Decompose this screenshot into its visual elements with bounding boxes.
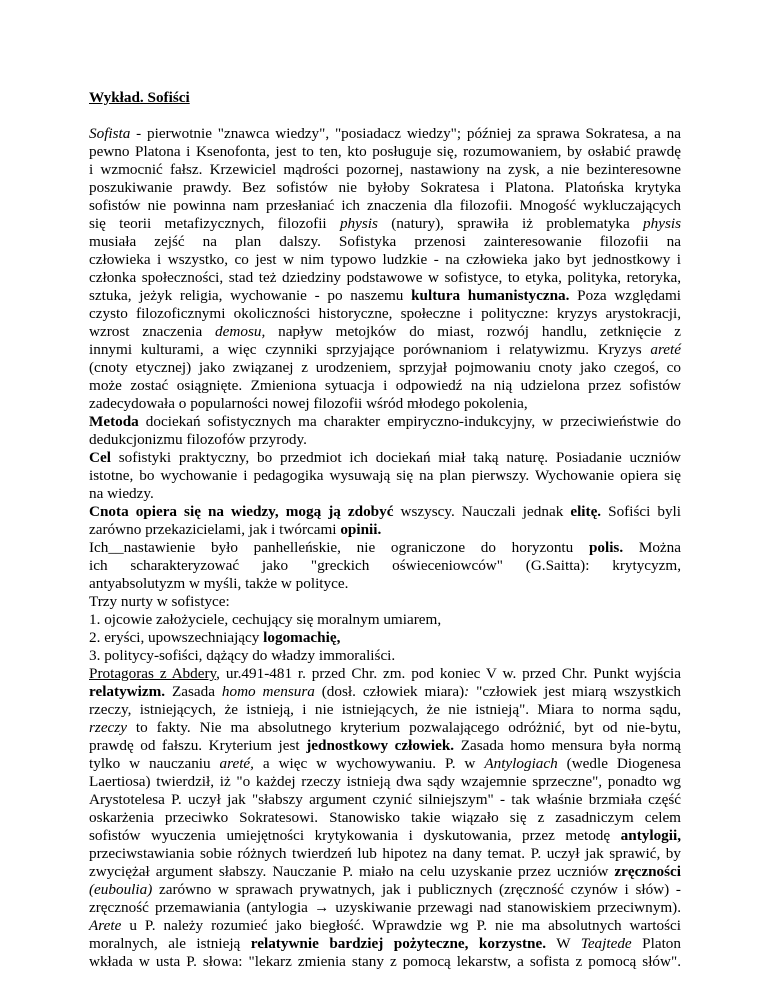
text-line (89, 935, 681, 953)
text-line (89, 233, 681, 251)
text-run: 3. politycy-sofiści, dążący do władzy immoraliści. (89, 647, 396, 664)
text-line (89, 251, 681, 269)
text-run: sofistyki praktyczny, bo przedmiot ich dociekań miał taką naturę. Posiadanie uczniów (110, 449, 681, 466)
text-line (89, 719, 681, 737)
text-line (89, 557, 681, 575)
text-run: się teorii metafizycznych, filozofii (89, 215, 340, 232)
text-run: czysto filozoficznymi okoliczności historyczne, społeczne i polityczne: kryzys arystokracji, (89, 305, 681, 322)
text-run: musiała zejść na plan dalszy. Sofistyka przenosi zainteresowanie filozofii na (89, 233, 681, 250)
text-line (89, 737, 681, 755)
text-run: antyabsolutyzm w myśli, także w polityce. (89, 575, 349, 592)
text-run: pewno Platona i Ksenofonta, jest to ten, kto posługuje się, rozumowaniem, by osłabić prawdę (89, 143, 681, 160)
text-run: oskarżenia przeciwko Sokratesowi. Stanowisko takie wiązało się z zasadniczym celem (89, 809, 681, 826)
text-run: kultura humanistyczna. (411, 287, 570, 304)
text-run: moralnych, ale istnieją (89, 935, 251, 952)
text-run: Trzy nurty w sofistyce: (89, 593, 230, 610)
text-run: wszyscy. Nauczali jednak (393, 503, 571, 520)
text-run: antylogii, (620, 827, 681, 844)
text-line (89, 305, 681, 323)
text-line (89, 485, 681, 503)
text-run: zręczność przemawiania (antylogia → uzyskiwanie przewagi nad stanowiskiem przeciwnym). (89, 899, 681, 916)
text-line (89, 395, 681, 413)
text-line (89, 377, 681, 395)
text-run: 1. ojcowie założyciele, cechujący się moralnym umiarem, (89, 611, 442, 628)
text-run: i wzmocnić fałsz. Krzewiciel mądrości pozornej, nastawiony na zysk, a nie bezinteresowne (89, 161, 681, 178)
text-run: zwyciężał argument słabszy. Nauczanie P. miało na celu uzyskanie przez uczniów (89, 863, 615, 880)
text-line (89, 953, 681, 971)
text-run: physis (339, 215, 378, 232)
text-run: (natury), sprawiła iż problematyka (377, 215, 644, 232)
text-run: Antylogiach (484, 755, 558, 772)
text-run: Metoda (89, 413, 139, 430)
text-run: (euboulia) (89, 881, 153, 898)
text-run: W (546, 935, 581, 952)
text-run: sztuka, jeżyk religia, wychowanie - po naszemu (89, 287, 412, 304)
text-line (89, 755, 681, 773)
text-run: (wedle Diogenesa (557, 755, 681, 772)
text-line (89, 611, 681, 629)
text-line (89, 215, 681, 233)
text-run: Cnota opiera się na wiedzy, mogą ją zdobyć (89, 503, 394, 520)
text-run: (cnoty etycznej) jako związanej z urodzeniem, sprzyjał pojmowaniu cnoty jako czegoś, co (89, 359, 681, 376)
text-line (89, 701, 681, 719)
text-run: Ich__nastawienie było panhelleńskie, nie ograniczone do horyzontu (89, 539, 589, 556)
text-run: Arystotelesa P. uczył jak "słabszy argument czynić silniejszym" - tak właśnie brzmiała część (89, 791, 681, 808)
text-run: przeciwstawiania sobie różnych twierdzeń lub hipotez na dany temat. P. uczył jak sprawić, by (89, 845, 681, 862)
text-run: Sofiści byli (601, 503, 681, 520)
text-line (89, 575, 681, 593)
text-run: jednostkowy człowiek. (306, 737, 455, 754)
text-line (89, 341, 681, 359)
text-run: tylko w nauczaniu (89, 755, 220, 772)
text-line (89, 683, 681, 701)
text-line (89, 179, 681, 197)
text-line (89, 917, 681, 935)
text-run: prawdę od fałszu. Kryterium jest (89, 737, 307, 754)
text-line (89, 521, 681, 539)
text-run: u P. należy rozumieć jako biegłość. Wprawdzie wg P. nie ma absolutnych wartości (121, 917, 681, 934)
text-line (89, 773, 681, 791)
text-line (89, 431, 681, 449)
text-run: to fakty. Nie ma absolutnego kryterium pozwalającego odróżnić, byt od nie-bytu, (126, 719, 681, 736)
text-run: Arete (89, 917, 122, 934)
text-run: zręczności (614, 863, 681, 880)
text-run: Można (623, 539, 681, 556)
text-run: zadecydowała o popularności nowej filozofii wśród młodego pokolenia, (89, 395, 528, 412)
text-run: wkłada w usta P. słowa: "lekarz zmienia stany z pomocą lekarstw, a sofista z pomocą słów". (89, 953, 681, 970)
document-title: Wykład. Sofiści (89, 89, 190, 106)
text-line (89, 449, 681, 467)
text-line (89, 845, 681, 863)
text-run: areté (650, 341, 681, 358)
text-line (89, 809, 681, 827)
text-run: rzeczy (89, 719, 127, 736)
text-line (89, 863, 681, 881)
text-run: Cel (89, 449, 111, 466)
text-run: (dosł. człowiek miara) (314, 683, 465, 700)
text-run: , ur.491-481 r. przed Chr. zm. pod koniec V w. przed Chr. Punkt wyjścia (216, 665, 681, 682)
text-run: ich scharakteryzować jako "greckich oświeceniowców" (G.Saitta): krytycyzm, (89, 557, 681, 574)
text-run: sofistów wyuczenia umiejętności krytykowania i dyskutowania, przez metodę (89, 827, 621, 844)
text-line (89, 143, 681, 161)
text-run: rzeczy, istniejących, że istnieją, i nie istniejących, że nie istnieją". Miara to norma sądu, (89, 701, 681, 718)
text-run: physis (643, 215, 681, 232)
text-run: 2. eryści, upowszechniający (89, 629, 264, 646)
text-run: napływ metojków do miast, rozwój handlu, zetknięcie z (265, 323, 681, 340)
text-line (89, 287, 681, 305)
text-run: logomachię, (263, 629, 341, 646)
text-line (89, 125, 681, 143)
text-run: na wiedzy. (89, 485, 154, 502)
text-run: istotne, bo wychowanie i pedagogika wysuwają się na plan pierwszy. Wychowanie opiera się (89, 467, 681, 484)
text-run: Laertiosa) twierdził, iż "o każdej rzeczy istnieją dwa sądy wzajemnie sprzeczne", ponadto wg (89, 773, 681, 790)
text-line (89, 539, 681, 557)
text-line (89, 269, 681, 287)
text-run: opinii. (340, 521, 382, 538)
text-run: relatywnie bardziej pożyteczne, korzystne. (250, 935, 546, 952)
text-run: a więc w wychowywaniu. P. w (253, 755, 485, 772)
text-run: poszukiwanie prawdy. Bez sofistów nie byłoby Sokratesa i Platona. Platońska krytyka (89, 179, 681, 196)
text-run: zarówno w sprawach prywatnych, jak i publicznych (zręczność czynów i słów) - (152, 881, 681, 898)
text-line (89, 161, 681, 179)
text-run: członka społeczności, stad też dziedziny podstawowe w sofistyce, to etyka, polityka, retoryka, (89, 269, 681, 286)
text-run: - pierwotnie "znawca wiedzy", "posiadacz wiedzy"; później za sprawa Sokratesa, a na (130, 125, 681, 142)
text-run: Poza względami (569, 287, 682, 304)
text-run: Protagoras z Abdery (89, 665, 217, 682)
text-run: sofistów nie powinna nam przesłaniać ich znaczenia dla filozofii. Mnogość wykluczających (89, 197, 681, 214)
text-run: wzrost znaczenia (89, 323, 216, 340)
text-line (89, 593, 681, 611)
text-line (89, 197, 681, 215)
text-run: "człowiek jest miarą wszystkich (469, 683, 682, 700)
text-line (89, 359, 681, 377)
text-line (89, 881, 681, 899)
text-run: demosu, (215, 323, 266, 340)
text-line (89, 467, 681, 485)
text-run: Sofista (89, 125, 131, 142)
text-line (89, 899, 681, 917)
text-line (89, 629, 681, 647)
text-line (89, 647, 681, 665)
text-run: człowieka i wszystko, co jest w nim typowo ludzkie - na człowieka jako byt jednostkowy i (89, 251, 681, 268)
text-line (89, 503, 681, 521)
text-run: Zasada homo mensura była normą (454, 737, 682, 754)
text-run: dedukcjonizmu filozofów przyrody. (89, 431, 307, 448)
text-line (89, 827, 681, 845)
text-line (89, 413, 681, 431)
text-run: zarówno przekazicielami, jak i twórcami (89, 521, 341, 538)
text-line (89, 665, 681, 683)
text-run: polis. (588, 539, 624, 556)
text-run: Zasada (165, 683, 222, 700)
text-run: homo mensura (221, 683, 315, 700)
text-run: Teajtede (580, 935, 632, 952)
text-line (89, 791, 681, 809)
text-run: : (464, 683, 470, 700)
text-run: Platon (631, 935, 681, 952)
text-run: może zostać osiągnięte. Zmieniona sytuacja i odpowiedź na nią udzielona przez sofistów (89, 377, 681, 394)
text-line (89, 323, 681, 341)
text-run: elitę. (570, 503, 602, 520)
text-run: dociekań sofistycznych ma charakter empiryczno-indukcyjny, w przeciwieństwie do (138, 413, 681, 430)
text-run: relatywizm. (89, 683, 166, 700)
text-run: areté, (219, 755, 254, 772)
text-run: innymi kulturami, a więc czynniki sprzyjające porównaniom i relatywizmu. Kryzys (89, 341, 651, 358)
